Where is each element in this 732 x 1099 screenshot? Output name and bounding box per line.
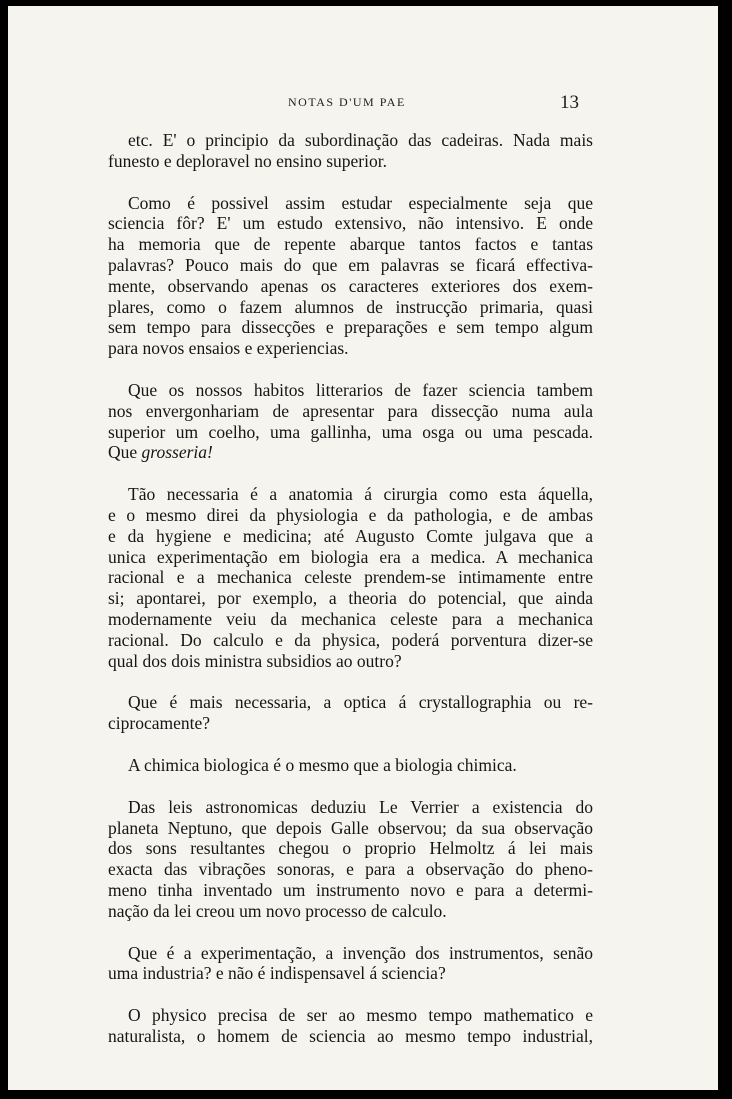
paragraph: [108, 755, 593, 776]
text-line: naturalista, o homem de sciencia ao mesmo tempo industrial,: [108, 1025, 593, 1046]
text-line: planeta Neptuno, que depois Galle observou; da sua observação: [108, 817, 593, 838]
text-line: O physico precisa de ser ao mesmo tempo mathematico e: [128, 1005, 593, 1026]
text-line: dos sons resultantes chegou o proprio Helmoltz á lei mais: [108, 838, 593, 859]
text-line: para novos ensaios e experiencias.: [108, 338, 349, 359]
running-title: NOTAS D'UM PAE: [288, 95, 406, 109]
paragraph: [108, 797, 593, 922]
paragraph: [108, 943, 593, 985]
text-line: superior um coelho, uma gallinha, uma osga ou uma pescada.: [108, 421, 593, 442]
text-line: meno tinha inventado um instrumento novo e para a determi-: [108, 879, 593, 900]
text-line: e o mesmo direi da physiologia e da pathologia, e de ambas: [108, 504, 593, 525]
text-line: mente, observando apenas os caracteres exteriores dos exem-: [108, 275, 593, 296]
text-line: Que é a experimentação, a invenção dos instrumentos, senão: [128, 942, 593, 963]
text-line: unica experimentação em biologia era a medica. A mechanica: [108, 546, 593, 567]
text-line: uma industria? e não é indispensavel á sciencia?: [108, 963, 446, 984]
paragraph: [108, 130, 593, 172]
text-line: ha memoria que de repente abarque tantos factos e tantas: [108, 234, 593, 255]
text-line: A chimica biologica é o mesmo que a biologia chimica.: [128, 754, 517, 775]
body-text: [108, 130, 593, 1068]
italic-phrase: grosseria!: [141, 442, 213, 463]
text-line: [108, 442, 593, 463]
text-line: racional e a mechanica celeste prendem-se intimamente entre: [108, 567, 593, 588]
paragraph: [108, 1005, 593, 1047]
text-line: Que é mais necessaria, a optica á crystallographia ou re-: [128, 692, 593, 713]
text-line: nação da lei creou um novo processo de calculo.: [108, 900, 447, 921]
text-line-prefix: Que: [108, 442, 142, 463]
text-line: e da hygiene e medicina; até Augusto Comte julgava que a: [108, 525, 593, 546]
text-line: racional. Do calculo e da physica, poderá porventura dizer-se: [108, 629, 593, 650]
text-line: Tão necessaria é a anatomia á cirurgia como esta áquella,: [128, 484, 593, 505]
text-line: Que os nossos habitos litterarios de fazer sciencia tambem: [128, 379, 593, 400]
paragraph: [108, 380, 593, 463]
text-line: sem tempo para dissecções e preparações e sem tempo algum: [108, 317, 593, 338]
paragraph: [108, 193, 593, 359]
text-line: qual dos dois ministra subsidios ao outro?: [108, 650, 402, 671]
text-line: funesto e deploravel no ensino superior.: [108, 150, 387, 171]
text-line: modernamente veiu da mechanica celeste para a mechanica: [108, 608, 593, 629]
text-line: plares, como o fazem alumnos de instrucção primaria, quasi: [108, 296, 593, 317]
text-line: exacta das vibrações sonoras, e para a observação do pheno-: [108, 859, 593, 880]
text-line: Como é possivel assim estudar especialmente seja que: [128, 192, 593, 213]
text-line: Das leis astronomicas deduziu Le Verrier a existencia do: [128, 796, 593, 817]
text-line: etc. E' o principio da subordinação das cadeiras. Nada mais: [128, 130, 593, 150]
page-header: [8, 92, 718, 116]
paragraph: [108, 692, 593, 734]
text-line: ciprocamente?: [108, 713, 211, 734]
text-line: sciencia fôr? E' um estudo extensivo, não intensivo. E onde: [108, 213, 593, 234]
page-number: 13: [560, 92, 579, 113]
text-line: si; apontarei, por exemplo, a theoria do potencial, que ainda: [108, 588, 593, 609]
paragraph: [108, 484, 593, 671]
book-page: [8, 6, 718, 1090]
text-line: palavras? Pouco mais do que em palavras se ficará effectiva-: [108, 254, 593, 275]
text-line: nos envergonhariam de apresentar para dissecção numa aula: [108, 400, 593, 421]
